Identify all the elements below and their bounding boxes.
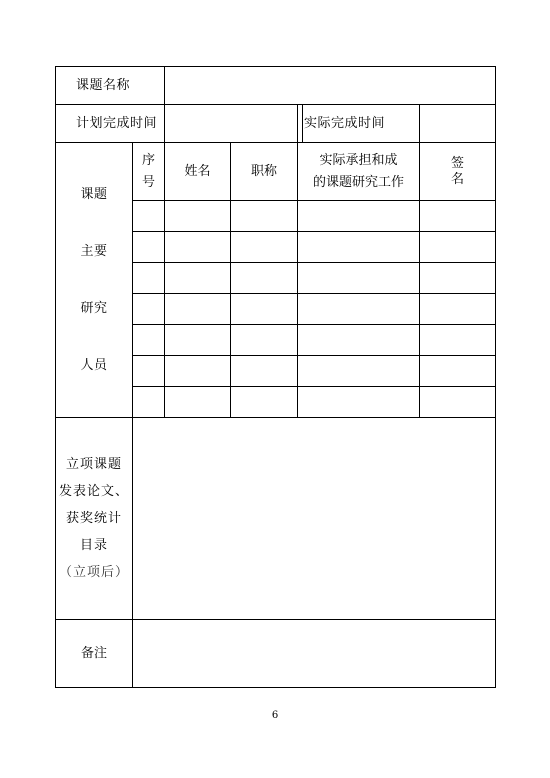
planned-time-field[interactable] — [165, 105, 298, 143]
personnel-side-label — [56, 143, 133, 418]
work-cell[interactable] — [298, 387, 420, 418]
stats-content-field[interactable] — [133, 418, 496, 620]
title-cell[interactable] — [231, 356, 298, 387]
name-cell[interactable] — [165, 325, 231, 356]
seq-cell[interactable] — [133, 232, 165, 263]
signature-cell[interactable] — [420, 356, 496, 387]
signature-cell[interactable] — [420, 294, 496, 325]
topic-name-label: 课题名称 — [56, 67, 165, 105]
work-cell[interactable] — [298, 232, 420, 263]
title-cell[interactable] — [231, 294, 298, 325]
col-work-header — [298, 143, 420, 201]
remarks-field[interactable] — [133, 620, 496, 688]
actual-time-field[interactable] — [420, 105, 496, 143]
col-seq-line: 序 — [142, 152, 156, 168]
col-name-header: 姓名 — [165, 143, 231, 201]
stats-label-line: 发表论文、 — [58, 484, 129, 499]
title-cell[interactable] — [231, 201, 298, 232]
seq-cell[interactable] — [133, 387, 165, 418]
stats-label — [56, 418, 133, 620]
name-cell[interactable] — [165, 201, 231, 232]
side-label-line: 人员 — [80, 358, 108, 373]
remarks-label: 备注 — [56, 620, 133, 688]
topic-name-row — [56, 67, 496, 105]
side-label-line: 课题 — [80, 187, 108, 202]
seq-cell[interactable] — [133, 325, 165, 356]
stats-label-line: 获奖统计 — [65, 511, 122, 526]
title-cell[interactable] — [231, 263, 298, 294]
name-cell[interactable] — [165, 356, 231, 387]
signature-cell[interactable] — [420, 325, 496, 356]
name-cell[interactable] — [165, 294, 231, 325]
col-signature-header: 签 名 — [420, 143, 496, 201]
stats-note: （立项后） — [58, 565, 129, 580]
work-cell[interactable] — [298, 294, 420, 325]
title-cell[interactable] — [231, 387, 298, 418]
col-seq-header — [133, 143, 165, 201]
name-cell[interactable] — [165, 263, 231, 294]
stats-row — [56, 418, 496, 620]
title-cell[interactable] — [231, 232, 298, 263]
name-cell[interactable] — [165, 387, 231, 418]
seq-cell[interactable] — [133, 356, 165, 387]
work-cell[interactable] — [298, 356, 420, 387]
completion-time-row — [56, 105, 496, 143]
signature-cell[interactable] — [420, 232, 496, 263]
side-label-line: 研究 — [80, 301, 108, 316]
signature-cell[interactable] — [420, 263, 496, 294]
remarks-row — [56, 620, 496, 688]
work-cell[interactable] — [298, 263, 420, 294]
seq-cell[interactable] — [133, 294, 165, 325]
topic-name-field[interactable] — [165, 67, 496, 105]
work-cell[interactable] — [298, 201, 420, 232]
actual-time-label: 实际完成时间 — [298, 105, 420, 143]
personnel-header-row — [56, 143, 496, 201]
stats-label-line: 立项课题 — [65, 457, 122, 472]
topic-completion-form — [55, 66, 496, 688]
work-cell[interactable] — [298, 325, 420, 356]
side-label-line: 主要 — [80, 244, 108, 259]
col-seq-line: 号 — [142, 174, 156, 190]
col-work-line: 的课题研究工作 — [313, 174, 405, 190]
seq-cell[interactable] — [133, 201, 165, 232]
planned-time-label: 计划完成时间 — [56, 105, 165, 143]
col-work-line: 实际承担和成 — [319, 152, 398, 168]
col-title-header: 职称 — [231, 143, 298, 201]
signature-cell[interactable] — [420, 387, 496, 418]
stats-label-line: 目录 — [79, 538, 108, 553]
signature-cell[interactable] — [420, 201, 496, 232]
seq-cell[interactable] — [133, 263, 165, 294]
page-number: 6 — [271, 710, 279, 721]
name-cell[interactable] — [165, 232, 231, 263]
title-cell[interactable] — [231, 325, 298, 356]
